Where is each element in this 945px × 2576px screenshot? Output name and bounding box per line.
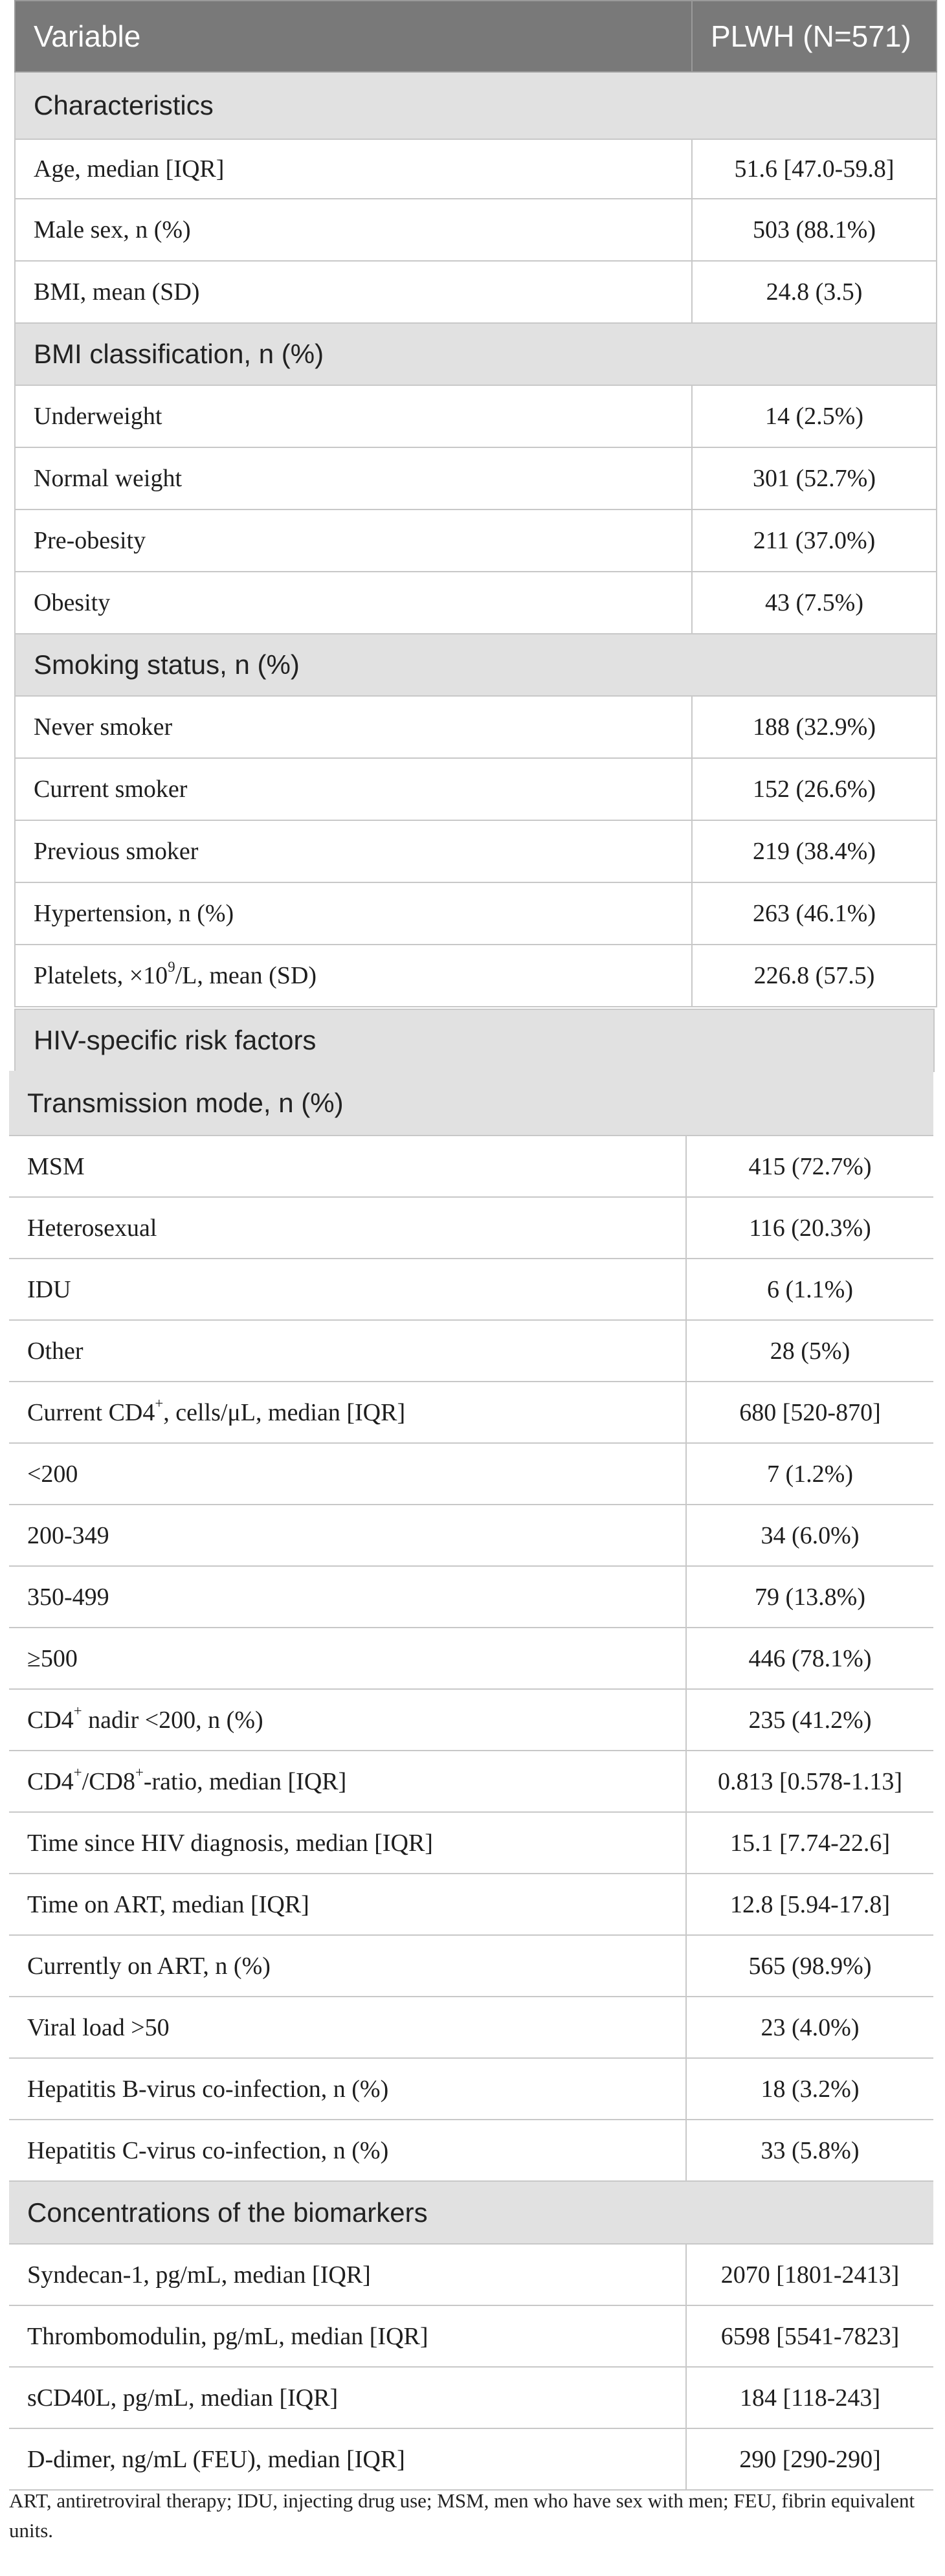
hiv-risk-table bbox=[9, 1071, 933, 2491]
table-row bbox=[9, 1320, 933, 1382]
row-value: 7 (1.2%) bbox=[686, 1443, 933, 1505]
section-title: Smoking status, n (%) bbox=[15, 634, 937, 696]
table-row bbox=[9, 2367, 933, 2428]
section-title: Transmission mode, n (%) bbox=[9, 1071, 933, 1136]
row-value: 415 (72.7%) bbox=[686, 1136, 933, 1197]
table-row bbox=[15, 510, 937, 572]
row-value: 565 (98.9%) bbox=[686, 1935, 933, 1997]
hiv-risk-header-table bbox=[14, 1009, 935, 1072]
row-label: Current smoker bbox=[15, 758, 692, 820]
row-label: Syndecan-1, pg/mL, median [IQR] bbox=[9, 2244, 686, 2305]
superscript: 9 bbox=[168, 958, 175, 975]
row-label: sCD40L, pg/mL, median [IQR] bbox=[9, 2367, 686, 2428]
label-text: Platelets, ×10 bbox=[34, 962, 168, 989]
label-text: , cells/μL, median [IQR] bbox=[163, 1398, 406, 1426]
section-row bbox=[15, 323, 937, 385]
row-label: BMI, mean (SD) bbox=[15, 261, 692, 323]
label-text: /L, mean (SD) bbox=[175, 962, 317, 989]
table-row bbox=[9, 1997, 933, 2058]
row-value: 24.8 (3.5) bbox=[692, 261, 937, 323]
table-row bbox=[9, 1382, 933, 1443]
row-value: 226.8 (57.5) bbox=[692, 945, 937, 1007]
section-title: Characteristics bbox=[15, 72, 937, 139]
platelets-label bbox=[15, 945, 692, 1007]
characteristics-table bbox=[14, 0, 937, 1007]
table-row bbox=[15, 758, 937, 820]
section-title: HIV-specific risk factors bbox=[15, 1009, 934, 1071]
table-row bbox=[15, 447, 937, 510]
row-value: 235 (41.2%) bbox=[686, 1689, 933, 1751]
table-header-row bbox=[15, 1, 937, 72]
table-footnote: ART, antiretroviral therapy; IDU, injecting drug use; MSM, men who have sex with men; FEU, fibrin equivalent units. bbox=[9, 2489, 915, 2542]
row-value: 263 (46.1%) bbox=[692, 882, 937, 945]
table-row bbox=[15, 820, 937, 882]
table-row bbox=[9, 1505, 933, 1566]
section-title: Concentrations of the biomarkers bbox=[9, 2181, 933, 2244]
table-row bbox=[9, 2244, 933, 2305]
row-value: 18 (3.2%) bbox=[686, 2058, 933, 2120]
row-value: 301 (52.7%) bbox=[692, 447, 937, 510]
row-value: 51.6 [47.0-59.8] bbox=[692, 139, 937, 199]
row-label: Previous smoker bbox=[15, 820, 692, 882]
row-value: 188 (32.9%) bbox=[692, 696, 937, 758]
row-label: D-dimer, ng/mL (FEU), median [IQR] bbox=[9, 2428, 686, 2490]
row-label: Pre-obesity bbox=[15, 510, 692, 572]
row-label: Age, median [IQR] bbox=[15, 139, 692, 199]
label-text: /CD8 bbox=[82, 1767, 136, 1795]
row-label: <200 bbox=[9, 1443, 686, 1505]
row-value: 2070 [1801-2413] bbox=[686, 2244, 933, 2305]
label-text: -ratio, median [IQR] bbox=[143, 1767, 347, 1795]
row-label: IDU bbox=[9, 1259, 686, 1320]
row-label: Other bbox=[9, 1320, 686, 1382]
row-label: Time since HIV diagnosis, median [IQR] bbox=[9, 1812, 686, 1874]
row-label: Thrombomodulin, pg/mL, median [IQR] bbox=[9, 2305, 686, 2367]
table-row bbox=[9, 2305, 933, 2367]
table-row bbox=[9, 1935, 933, 1997]
table-row bbox=[9, 1689, 933, 1751]
row-value: 28 (5%) bbox=[686, 1320, 933, 1382]
row-value: 503 (88.1%) bbox=[692, 199, 937, 261]
row-value: 34 (6.0%) bbox=[686, 1505, 933, 1566]
table-row bbox=[15, 385, 937, 447]
row-value: 15.1 [7.74-22.6] bbox=[686, 1812, 933, 1874]
row-value: 12.8 [5.94-17.8] bbox=[686, 1874, 933, 1935]
row-value: 6 (1.1%) bbox=[686, 1259, 933, 1320]
cd4-current-label bbox=[9, 1382, 686, 1443]
cd4-cd8-label bbox=[9, 1751, 686, 1812]
header-variable: Variable bbox=[15, 1, 692, 72]
table-row bbox=[15, 696, 937, 758]
row-value: 680 [520-870] bbox=[686, 1382, 933, 1443]
row-value: 33 (5.8%) bbox=[686, 2120, 933, 2181]
row-value: 152 (26.6%) bbox=[692, 758, 937, 820]
row-value: 219 (38.4%) bbox=[692, 820, 937, 882]
row-value: 446 (78.1%) bbox=[686, 1628, 933, 1689]
section-row bbox=[15, 1009, 934, 1071]
label-text: CD4 bbox=[27, 1706, 74, 1734]
row-label: Viral load >50 bbox=[9, 1997, 686, 2058]
table-row bbox=[9, 1751, 933, 1812]
superscript: + bbox=[135, 1764, 144, 1781]
row-value: 290 [290-290] bbox=[686, 2428, 933, 2490]
row-label: 350-499 bbox=[9, 1566, 686, 1628]
label-text: Current CD4 bbox=[27, 1398, 155, 1426]
table-row bbox=[9, 1443, 933, 1505]
row-label: Underweight bbox=[15, 385, 692, 447]
table-row bbox=[9, 2058, 933, 2120]
row-label: Male sex, n (%) bbox=[15, 199, 692, 261]
table-row bbox=[9, 1136, 933, 1197]
table-row bbox=[9, 1566, 933, 1628]
row-value: 0.813 [0.578-1.13] bbox=[686, 1751, 933, 1812]
table-row bbox=[9, 1812, 933, 1874]
row-label: Normal weight bbox=[15, 447, 692, 510]
row-value: 116 (20.3%) bbox=[686, 1197, 933, 1259]
section-row bbox=[15, 72, 937, 139]
row-label: Time on ART, median [IQR] bbox=[9, 1874, 686, 1935]
section-title: BMI classification, n (%) bbox=[15, 323, 937, 385]
table-row bbox=[15, 261, 937, 323]
table-row bbox=[9, 1874, 933, 1935]
table-row bbox=[9, 1197, 933, 1259]
row-label: Heterosexual bbox=[9, 1197, 686, 1259]
section-row bbox=[9, 2181, 933, 2244]
row-label: Obesity bbox=[15, 572, 692, 634]
table-row bbox=[9, 1259, 933, 1320]
section-row bbox=[9, 1071, 933, 1136]
table-row bbox=[15, 572, 937, 634]
row-label: MSM bbox=[9, 1136, 686, 1197]
row-value: 43 (7.5%) bbox=[692, 572, 937, 634]
table-row bbox=[9, 1628, 933, 1689]
row-value: 23 (4.0%) bbox=[686, 1997, 933, 2058]
label-text: nadir <200, n (%) bbox=[82, 1706, 263, 1734]
row-label: ≥500 bbox=[9, 1628, 686, 1689]
superscript: + bbox=[73, 1764, 82, 1781]
table-row bbox=[15, 139, 937, 199]
superscript: + bbox=[73, 1703, 82, 1719]
row-label: Never smoker bbox=[15, 696, 692, 758]
table-row bbox=[9, 2120, 933, 2181]
row-value: 184 [118-243] bbox=[686, 2367, 933, 2428]
row-label: Hepatitis C-virus co-infection, n (%) bbox=[9, 2120, 686, 2181]
row-value: 6598 [5541-7823] bbox=[686, 2305, 933, 2367]
header-group: PLWH (N=571) bbox=[692, 1, 937, 72]
section-row bbox=[15, 634, 937, 696]
row-value: 79 (13.8%) bbox=[686, 1566, 933, 1628]
row-label: Currently on ART, n (%) bbox=[9, 1935, 686, 1997]
table-row bbox=[9, 2428, 933, 2490]
table-row bbox=[15, 945, 937, 1007]
table-row bbox=[15, 882, 937, 945]
row-value: 211 (37.0%) bbox=[692, 510, 937, 572]
row-label: Hypertension, n (%) bbox=[15, 882, 692, 945]
table-row bbox=[15, 199, 937, 261]
row-label: 200-349 bbox=[9, 1505, 686, 1566]
superscript: + bbox=[155, 1395, 164, 1412]
row-label: Hepatitis B-virus co-infection, n (%) bbox=[9, 2058, 686, 2120]
cd4-nadir-label bbox=[9, 1689, 686, 1751]
label-text: CD4 bbox=[27, 1767, 74, 1795]
row-value: 14 (2.5%) bbox=[692, 385, 937, 447]
